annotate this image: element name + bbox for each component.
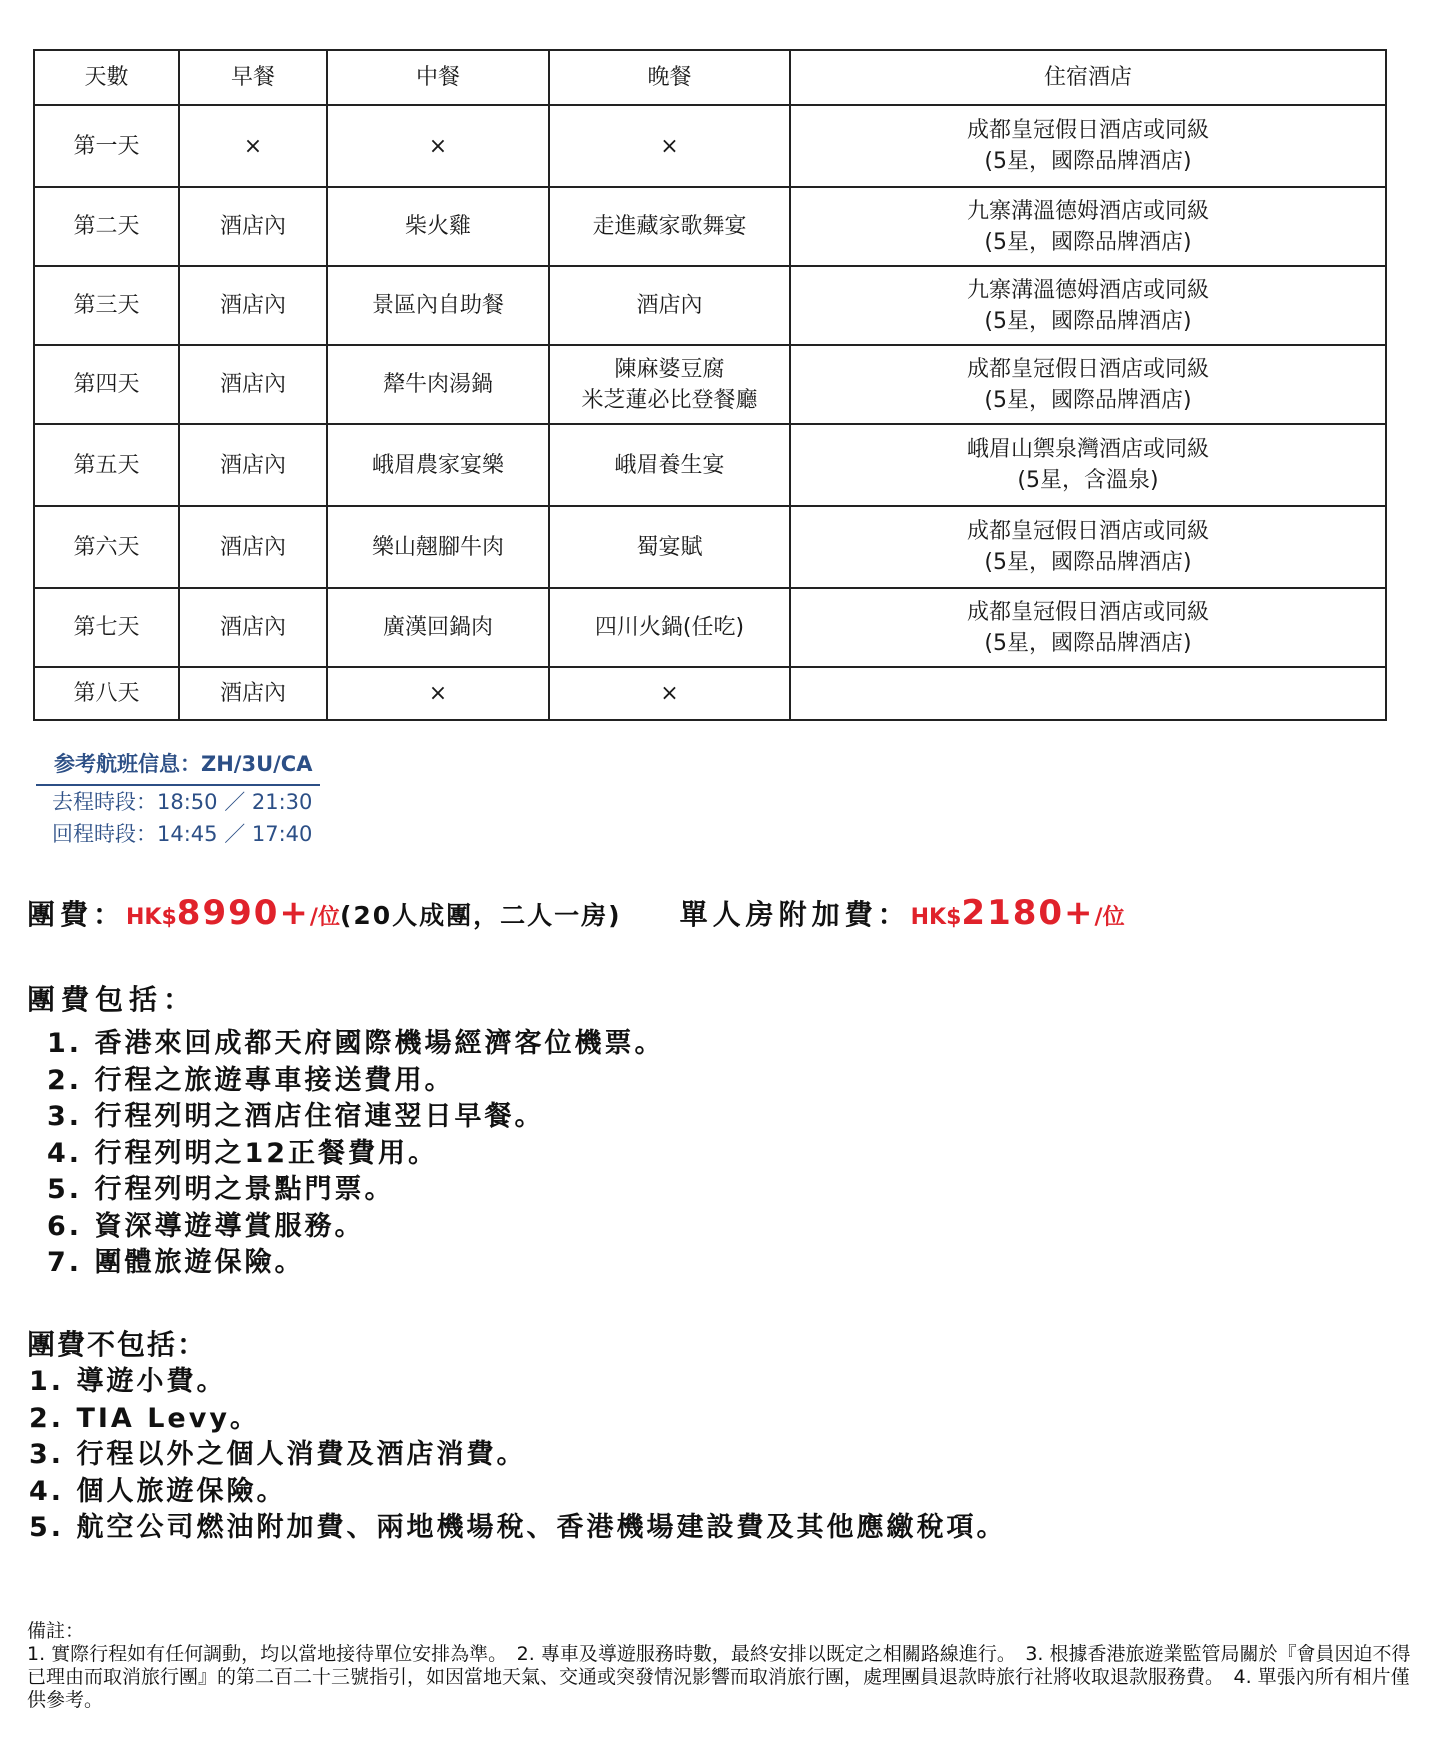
day-cell: 第七天	[34, 588, 179, 667]
excluded-title: 團費不包括：	[27, 1328, 208, 1361]
hotel-cell-line: 峨眉山禦泉灣酒店或同級	[966, 437, 1209, 462]
hotel-cell-line: 九寨溝溫德姆酒店或同級	[966, 198, 1209, 224]
included-title: 團費包括：	[27, 983, 198, 1016]
hotel-cell-line: (5星，國際品牌酒店)	[984, 308, 1192, 334]
included-item: 4. 行程列明之12正餐費用。	[47, 1137, 439, 1169]
included-item: 3. 行程列明之酒店住宿連翌日早餐。	[47, 1101, 545, 1132]
dinner-cell-line: 酒店內	[636, 293, 703, 318]
hotel-cell-line: 九寨溝溫德姆酒店或同級	[966, 277, 1209, 303]
dinner-cell-line: ×	[660, 681, 679, 706]
hotel-cell	[790, 506, 1386, 588]
flight-title: 参考航班信息：ZH/3U/CA	[36, 748, 320, 786]
dinner-cell	[549, 667, 790, 720]
hotel-cell	[790, 667, 1386, 720]
excluded-list	[29, 1364, 1006, 1547]
excluded-item: 1. 導遊小費。	[29, 1366, 227, 1397]
excluded-item: 3. 行程以外之個人消費及酒店消費。	[29, 1439, 527, 1470]
dinner-cell-line: 蜀宴賦	[636, 534, 703, 560]
breakfast-cell: 酒店內	[179, 424, 327, 506]
included-item: 6. 資深導遊導賞服務。	[47, 1210, 365, 1242]
breakfast-cell: 酒店內	[179, 667, 327, 720]
breakfast-cell: ×	[179, 105, 327, 187]
table-row	[34, 187, 1386, 266]
hotel-cell-line: 成都皇冠假日酒店或同級	[966, 356, 1209, 382]
excluded-item: 2. TIA Levy。	[29, 1402, 260, 1434]
lunch-cell: ×	[327, 105, 549, 187]
day-cell: 第八天	[34, 667, 179, 720]
included-item: 1. 香港來回成都天府國際機場經濟客位機票。	[47, 1028, 665, 1059]
flight-return: 回程時段：14:45 ／ 17:40	[52, 822, 313, 846]
table-row	[34, 266, 1386, 345]
hotel-cell	[790, 187, 1386, 266]
breakfast-cell: 酒店內	[179, 506, 327, 588]
excluded-item: 5. 航空公司燃油附加費、兩地機場稅、香港機場建設費及其他應繳稅項。	[29, 1512, 1007, 1543]
pricing-line	[27, 893, 1125, 933]
dinner-cell	[549, 506, 790, 588]
included-item: 2. 行程之旅遊專車接送費用。	[47, 1064, 455, 1096]
included-item: 5. 行程列明之景點門票。	[47, 1174, 395, 1205]
dinner-cell-line: 四川火鍋(任吃)	[594, 615, 745, 640]
fee-label: 團費：	[27, 898, 127, 931]
dinner-cell-line: 峨眉養生宴	[614, 452, 725, 478]
day-cell: 第二天	[34, 187, 179, 266]
table-header-row	[34, 50, 1386, 105]
flight-info	[36, 748, 320, 850]
hotel-cell-line: (5星，國際品牌酒店)	[984, 630, 1192, 656]
dinner-cell	[549, 266, 790, 345]
fee-note: (20人成團，二人一房)	[339, 901, 622, 930]
table-row	[34, 424, 1386, 506]
table-row	[34, 345, 1386, 424]
dinner-cell-line: 走進藏家歌舞宴	[592, 214, 747, 239]
hotel-cell-line: (5星，國際品牌酒店)	[984, 149, 1192, 174]
table-row	[34, 105, 1386, 187]
fee-currency: HK$	[126, 905, 177, 930]
itinerary-body	[34, 105, 1386, 720]
day-cell: 第一天	[34, 105, 179, 187]
remarks-text: 1. 實際行程如有任何調動，均以當地接待單位安排為準。 2. 專車及導遊服務時數，最終安排以既定之相關路線進行。 3. 根據香港旅遊業監管局關於『會員因迫不得已理由而取消旅行團』的第二百二十三號指引，如因當地天氣、交通或突發情況影響而取消旅行團，處理團員退款時旅行社將收取退款服務費。 4. 單張內所有相片僅供參考。	[27, 1643, 1411, 1711]
single-room-currency: HK$	[910, 905, 962, 930]
breakfast-cell: 酒店內	[179, 187, 327, 266]
day-cell: 第五天	[34, 424, 179, 506]
hotel-cell-line: (5星，含溫泉)	[1017, 468, 1159, 493]
header-lunch: 中餐	[327, 50, 549, 105]
hotel-cell-line: (5星，國際品牌酒店)	[984, 387, 1192, 413]
header-hotel: 住宿酒店	[790, 50, 1386, 105]
lunch-cell: 廣漢回鍋肉	[327, 588, 549, 667]
header-day: 天數	[34, 50, 179, 105]
fee-unit: /位	[309, 905, 340, 930]
excluded-item: 4. 個人旅遊保險。	[29, 1475, 287, 1507]
flight-outbound: 去程時段：18:50 ／ 21:30	[52, 790, 313, 814]
breakfast-cell: 酒店內	[179, 266, 327, 345]
day-cell: 第六天	[34, 506, 179, 588]
included-list	[47, 1026, 664, 1282]
lunch-cell: 柴火雞	[327, 187, 549, 266]
itinerary-table	[33, 49, 1387, 721]
dinner-cell-line: 陳麻婆豆腐	[614, 356, 725, 382]
fee-amount: 8990+	[176, 893, 310, 933]
lunch-cell: 樂山翹腳牛肉	[327, 506, 549, 588]
hotel-cell-line: (5星，國際品牌酒店)	[984, 229, 1192, 255]
lunch-cell: 峨眉農家宴樂	[327, 424, 549, 506]
hotel-cell-line: 成都皇冠假日酒店或同級	[966, 519, 1209, 544]
included-item: 7. 團體旅遊保險。	[47, 1247, 305, 1278]
lunch-cell: 犛牛肉湯鍋	[327, 345, 549, 424]
day-cell: 第四天	[34, 345, 179, 424]
lunch-cell: 景區內自助餐	[327, 266, 549, 345]
header-dinner: 晚餐	[549, 50, 790, 105]
hotel-cell	[790, 345, 1386, 424]
table-row	[34, 506, 1386, 588]
dinner-cell	[549, 105, 790, 187]
single-room-amount: 2180+	[961, 893, 1095, 933]
hotel-cell	[790, 105, 1386, 187]
breakfast-cell: 酒店內	[179, 588, 327, 667]
table-row	[34, 667, 1386, 720]
hotel-cell	[790, 424, 1386, 506]
single-room-label: 單人房附加費：	[679, 898, 911, 931]
dinner-cell-line: ×	[660, 133, 679, 159]
single-room-unit: /位	[1094, 905, 1125, 930]
dinner-cell	[549, 187, 790, 266]
dinner-cell	[549, 345, 790, 424]
hotel-cell	[790, 588, 1386, 667]
lunch-cell: ×	[327, 667, 549, 720]
hotel-cell-line: 成都皇冠假日酒店或同級	[966, 118, 1209, 143]
dinner-cell	[549, 588, 790, 667]
remarks-title: 備註：	[27, 1620, 85, 1642]
hotel-cell-line: (5星，國際品牌酒店)	[984, 550, 1192, 575]
table-row	[34, 588, 1386, 667]
dinner-cell-line: 米芝蓮必比登餐廳	[581, 387, 758, 413]
hotel-cell-line: 成都皇冠假日酒店或同級	[966, 599, 1209, 625]
hotel-cell	[790, 266, 1386, 345]
breakfast-cell: 酒店內	[179, 345, 327, 424]
day-cell: 第三天	[34, 266, 179, 345]
remarks	[27, 1620, 1417, 1712]
dinner-cell	[549, 424, 790, 506]
header-breakfast: 早餐	[179, 50, 327, 105]
